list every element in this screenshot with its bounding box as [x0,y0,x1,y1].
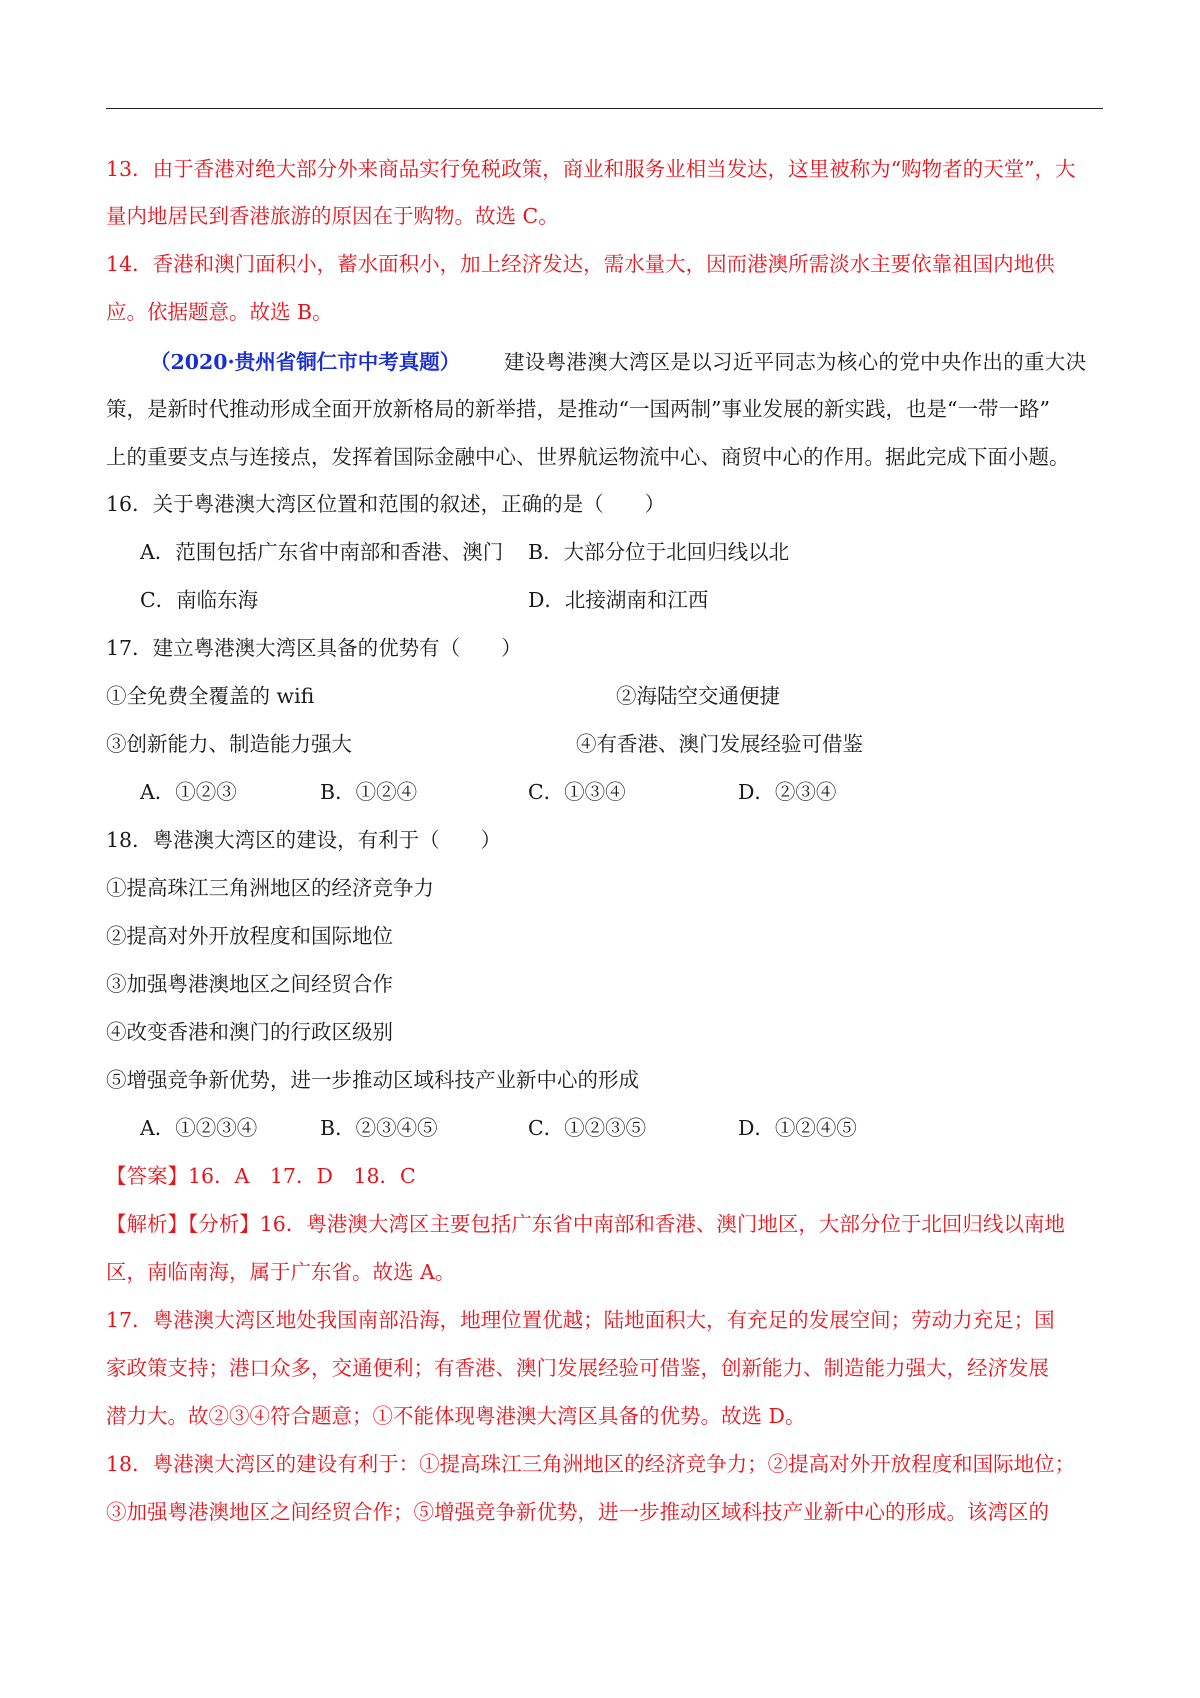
q16-option-a[interactable]: A．范围包括广东省中南部和香港、澳门 [140,540,504,564]
explanation-13-line-1: 13．由于香港对绝大部分外来商品实行免税政策，商业和服务业相当发达，这里被称为“购物者的天堂”，大 [106,157,1076,181]
explanation-14-line-2: 应。依据题意。故选 B。 [106,300,333,324]
q16-option-c[interactable]: C．南临东海 [140,588,259,612]
analysis-16-line-1: 【解析】【分析】16．粤港澳大湾区主要包括广东省中南部和香港、澳门地区，大部分位于北回归线以南地 [106,1212,1065,1236]
analysis-17-line-1: 17．粤港澳大湾区地处我国南部沿海，地理位置优越；陆地面积大，有充足的发展空间；劳动力充足；国 [106,1308,1055,1332]
explanation-14-line-1: 14．香港和澳门面积小，蓄水面积小，加上经济发达，需水量大，因而港澳所需淡水主要依靠祖国内地供 [106,252,1055,276]
analysis-16-line-2: 区，南临南海，属于广东省。故选 A。 [106,1260,456,1284]
q18-option-b[interactable]: B．②③④⑤ [320,1116,438,1140]
analysis-17-line-3: 潜力大。故②③④符合题意；①不能体现粤港澳大湾区具备的优势。故选 D。 [106,1404,806,1428]
q17-statement-2: ②海陆空交通便捷 [616,684,780,708]
question-16-stem: 16．关于粤港澳大湾区位置和范围的叙述，正确的是（ ） [106,492,666,516]
q16-option-b[interactable]: B．大部分位于北回归线以北 [528,540,790,564]
q17-option-c[interactable]: C．①③④ [528,780,626,804]
answer-line: 【答案】16．A 17．D 18．C [106,1164,416,1188]
q18-statement-4: ④改变香港和澳门的行政区级别 [106,1020,393,1044]
explanation-13-line-2: 量内地居民到香港旅游的原因在于购物。故选 C。 [106,204,559,228]
intro-line-2: 策，是新时代推动形成全面开放新格局的新举措，是推动“一国两制”事业发展的新实践，也是“一带一路” [106,397,1050,421]
q18-option-a[interactable]: A．①②③④ [140,1116,258,1140]
q17-statement-1: ①全免费全覆盖的 wifi [106,684,315,708]
q18-option-d[interactable]: D．①②④⑤ [738,1116,857,1140]
q18-statement-5: ⑤增强竞争新优势，进一步推动区域科技产业新中心的形成 [106,1068,639,1092]
question-17-stem: 17．建立粤港澳大湾区具备的优势有（ ） [106,636,522,660]
q18-statement-1: ①提高珠江三角洲地区的经济竞争力 [106,876,434,900]
q18-option-c[interactable]: C．①②③⑤ [528,1116,647,1140]
intro-text-1: 建设粤港澳大湾区是以习近平同志为核心的党中央作出的重大决 [504,350,1087,374]
analysis-18-line-2: ③加强粤港澳地区之间经贸合作；⑤增强竞争新优势，进一步推动区域科技产业新中心的形成。该湾区的 [106,1500,1049,1524]
header-rule [106,108,1103,109]
q17-statement-3: ③创新能力、制造能力强大 [106,732,352,756]
analysis-17-line-2: 家政策支持；港口众多，交通便利；有香港、澳门发展经验可借鉴，创新能力、制造能力强大，经济发展 [106,1356,1049,1380]
q17-statement-4: ④有香港、澳门发展经验可借鉴 [576,732,863,756]
analysis-18-line-1: 18．粤港澳大湾区的建设有利于：①提高珠江三角洲地区的经济竞争力；②提高对外开放程度和国际地位； [106,1452,1076,1476]
q17-option-d[interactable]: D．②③④ [738,780,837,804]
q17-option-a[interactable]: A．①②③ [140,780,237,804]
question-18-stem: 18．粤港澳大湾区的建设，有利于（ ） [106,828,502,852]
q17-option-b[interactable]: B．①②④ [320,780,418,804]
source-tag: （2020·贵州省铜仁市中考真题） [150,350,461,374]
q16-option-d[interactable]: D．北接湖南和江西 [528,588,709,612]
q18-statement-3: ③加强粤港澳地区之间经贸合作 [106,972,393,996]
q18-statement-2: ②提高对外开放程度和国际地位 [106,924,393,948]
intro-line-3: 上的重要支点与连接点，发挥着国际金融中心、世界航运物流中心、商贸中心的作用。据此完成下面小题。 [106,445,1070,469]
